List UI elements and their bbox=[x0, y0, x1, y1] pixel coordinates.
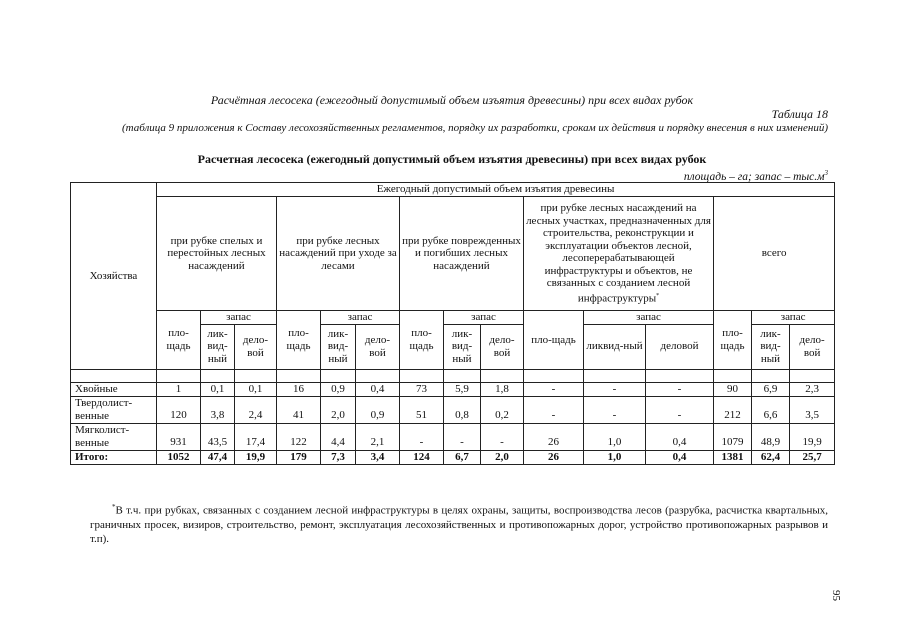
table-cell: 5,9 bbox=[444, 382, 481, 396]
category-infrastructure-header: при рубке лесных насаждений на лесных участках, предназначенных для строительства, реконструкции и эксплуатации объектов лесной, лесоперерабатывающей инфраструктуры и объектов, не связанных с созданием лесной инфраструктуры* bbox=[524, 197, 714, 311]
table-cell: 26 bbox=[524, 450, 584, 464]
table-total-row bbox=[71, 450, 835, 464]
category-damaged-header: при рубке поврежденных и погибших лесных насаждений bbox=[400, 197, 524, 311]
liquid-subheader: лик-вид-ный bbox=[201, 324, 235, 369]
area-subheader: пло-щадь bbox=[157, 311, 201, 370]
table-cell: 1 bbox=[157, 382, 201, 396]
area-subheader: пло-щадь bbox=[277, 311, 321, 370]
table-cell: 0,1 bbox=[201, 382, 235, 396]
row-label: Хвойные bbox=[71, 382, 157, 396]
business-subheader: дело-вой bbox=[235, 324, 277, 369]
table-cell: 25,7 bbox=[790, 450, 835, 464]
footnote-marker: * bbox=[112, 503, 116, 511]
main-header: Ежегодный допустимый объем изъятия древесины bbox=[157, 183, 835, 197]
business-subheader: деловой bbox=[646, 324, 714, 369]
table-cell: 16 bbox=[277, 382, 321, 396]
table-cell: 0,2 bbox=[481, 396, 524, 423]
table-cell: 124 bbox=[400, 450, 444, 464]
table-cell: 179 bbox=[277, 450, 321, 464]
business-subheader: дело-вой bbox=[790, 324, 835, 369]
table-cell: - bbox=[524, 396, 584, 423]
table-cell: 1052 bbox=[157, 450, 201, 464]
table-cell: 41 bbox=[277, 396, 321, 423]
table-cell: 0,9 bbox=[356, 396, 400, 423]
table-cell: - bbox=[584, 396, 646, 423]
row-label: Итого: bbox=[71, 450, 157, 464]
table-cell: 6,6 bbox=[752, 396, 790, 423]
table-cell: 0,9 bbox=[321, 382, 356, 396]
row-label: Твердолист- венные bbox=[71, 396, 157, 423]
document-title: Расчётная лесосека (ежегодный допустимый объем изъятия древесины) при всех видах рубок bbox=[210, 93, 694, 107]
table-cell: 4,4 bbox=[321, 423, 356, 450]
table-cell: 43,5 bbox=[201, 423, 235, 450]
table-cell: 122 bbox=[277, 423, 321, 450]
table-cell: 17,4 bbox=[235, 423, 277, 450]
table-caption: Расчетная лесосека (ежегодный допустимый объем изъятия древесины) при всех видах рубок bbox=[197, 152, 707, 166]
table-cell: 26 bbox=[524, 423, 584, 450]
row-label: Мягколист- венные bbox=[71, 423, 157, 450]
liquid-subheader: лик-вид-ный bbox=[752, 324, 790, 369]
table-cell: 3,4 bbox=[356, 450, 400, 464]
table-cell: 6,9 bbox=[752, 382, 790, 396]
table-cell: - bbox=[646, 396, 714, 423]
table-cell: 3,5 bbox=[790, 396, 835, 423]
table-cell: 0,4 bbox=[646, 423, 714, 450]
table-cell: 2,0 bbox=[321, 396, 356, 423]
table-cell: 2,3 bbox=[790, 382, 835, 396]
business-subheader: дело-вой bbox=[356, 324, 400, 369]
table-cell: 19,9 bbox=[790, 423, 835, 450]
table-cell: - bbox=[481, 423, 524, 450]
liquid-subheader: лик-вид-ный bbox=[444, 324, 481, 369]
table-cell: 73 bbox=[400, 382, 444, 396]
area-subheader: пло-щадь bbox=[400, 311, 444, 370]
table-cell: 48,9 bbox=[752, 423, 790, 450]
liquid-subheader: лик-вид-ный bbox=[321, 324, 356, 369]
table-note: (таблица 9 приложения к Составу лесохозяйственных регламентов, порядку их разработки, срокам их действия и порядку внесения в них изменений) bbox=[121, 122, 828, 134]
stock-subheader: запас bbox=[321, 311, 400, 325]
table-cell: 2,4 bbox=[235, 396, 277, 423]
stock-subheader: запас bbox=[584, 311, 714, 325]
table-cell: - bbox=[584, 382, 646, 396]
table-cell: - bbox=[524, 382, 584, 396]
table-cell: 7,3 bbox=[321, 450, 356, 464]
table-cell: - bbox=[400, 423, 444, 450]
business-subheader: дело-вой bbox=[481, 324, 524, 369]
stock-subheader: запас bbox=[444, 311, 524, 325]
table-cell: 0,4 bbox=[646, 450, 714, 464]
table-cell: 90 bbox=[714, 382, 752, 396]
area-subheader: пло-щадь bbox=[714, 311, 752, 370]
table-cell: 1,0 bbox=[584, 423, 646, 450]
stock-subheader: запас bbox=[752, 311, 835, 325]
farm-column-header: Хозяйства bbox=[71, 183, 157, 370]
table-cell: - bbox=[646, 382, 714, 396]
category-care-header: при рубке лесных насаждений при уходе за лесами bbox=[277, 197, 400, 311]
table-row bbox=[71, 382, 835, 396]
category-mature-header: при рубке спелых и перестойных лесных насаждений bbox=[157, 197, 277, 311]
table-cell: 0,4 bbox=[356, 382, 400, 396]
table-cell: 1,0 bbox=[584, 450, 646, 464]
area-subheader: пло-щадь bbox=[524, 311, 584, 370]
table-cell: 1079 bbox=[714, 423, 752, 450]
category-total-header: всего bbox=[714, 197, 835, 311]
stock-subheader: запас bbox=[201, 311, 277, 325]
allowable-cut-table bbox=[70, 182, 835, 465]
table-cell: 120 bbox=[157, 396, 201, 423]
table-row bbox=[71, 396, 835, 423]
table-cell: 1381 bbox=[714, 450, 752, 464]
table-cell: 2,1 bbox=[356, 423, 400, 450]
table-cell: 931 bbox=[157, 423, 201, 450]
table-cell: 212 bbox=[714, 396, 752, 423]
footnote-text: В т.ч. при рубках, связанных с созданием лесной инфраструктуры в целях охраны, защиты, воспроизводства лесов (разрубка, расчистка квартальных, граничных просек, визиров, строительство, ремонт, эксплуатация лесохозяйственных и противопожарных дорог, устройство противопожарных разрывов и т.п). bbox=[90, 504, 828, 545]
table-cell: 0,1 bbox=[235, 382, 277, 396]
table-cell: 62,4 bbox=[752, 450, 790, 464]
liquid-subheader: ликвид-ный bbox=[584, 324, 646, 369]
units-note: площадь – га; запас – $тыс.м^3$ bbox=[683, 169, 828, 183]
table-cell: 3,8 bbox=[201, 396, 235, 423]
table-cell: 19,9 bbox=[235, 450, 277, 464]
table-cell: 47,4 bbox=[201, 450, 235, 464]
table-cell: 51 bbox=[400, 396, 444, 423]
table-cell: 2,0 bbox=[481, 450, 524, 464]
page-number: 95 bbox=[830, 590, 842, 601]
table-spacer-row bbox=[71, 369, 835, 382]
table-number: Таблица 18 bbox=[771, 107, 828, 121]
table-cell: - bbox=[444, 423, 481, 450]
table-cell: 6,7 bbox=[444, 450, 481, 464]
footnote bbox=[90, 500, 828, 546]
table-cell: 0,8 bbox=[444, 396, 481, 423]
table-cell: 1,8 bbox=[481, 382, 524, 396]
table-row bbox=[71, 423, 835, 450]
